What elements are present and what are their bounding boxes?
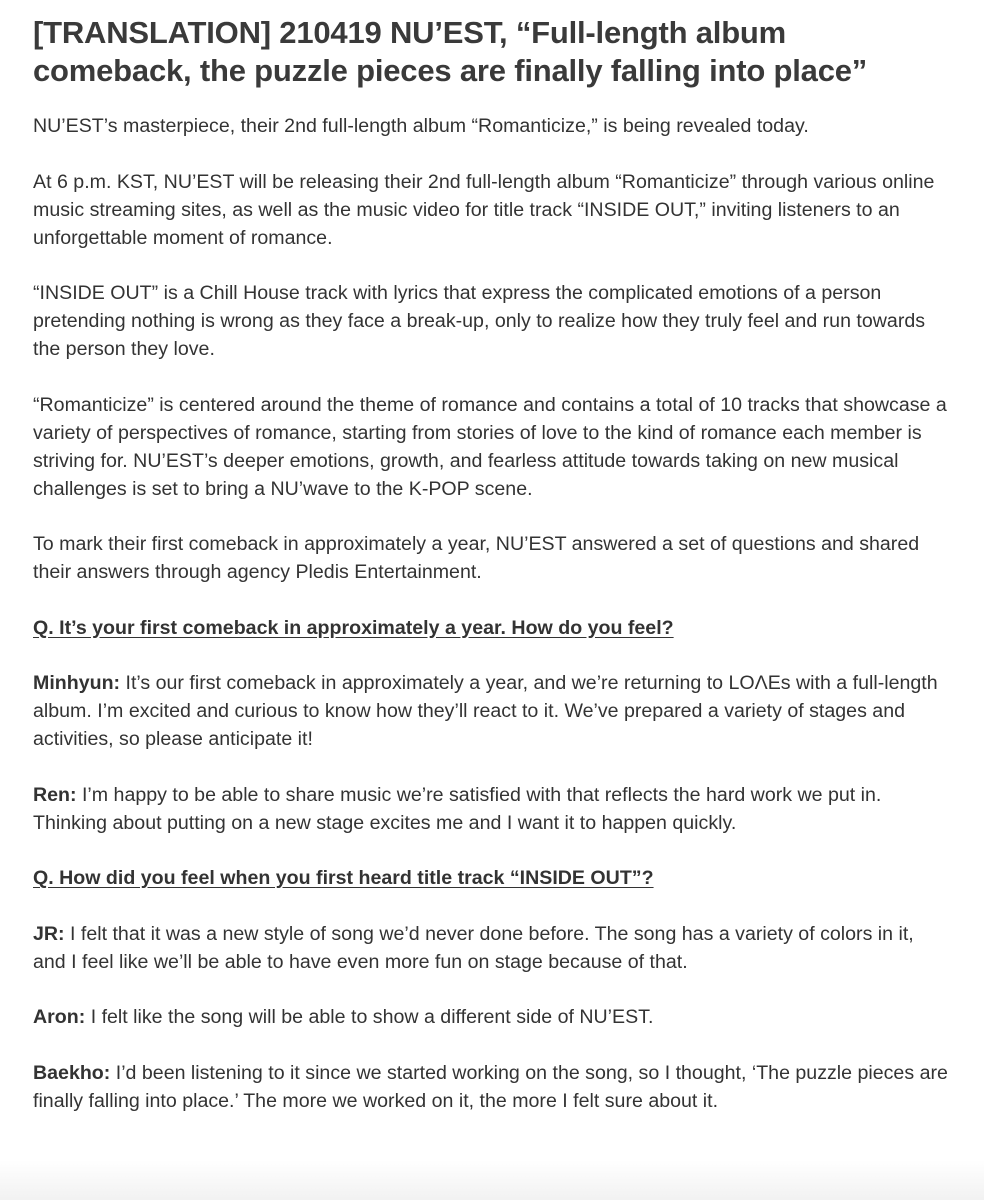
answer-paragraph (33, 781, 951, 837)
speaker-name: Ren: (33, 783, 77, 806)
question-heading: Q. It’s your first comeback in approximately a year. How do you feel? (33, 616, 674, 639)
paragraph: “Romanticize” is centered around the theme of romance and contains a total of 10 tracks that showcase a variety of perspectives of romance, starting from stories of love to the kind of romance each member is striving for. NU’EST’s deeper emotions, growth, and fearless attitude towards taking on new musical challenges is set to bring a NU’wave to the K-POP scene. (33, 393, 947, 500)
answer-paragraph (33, 920, 951, 976)
paragraph: To mark their first comeback in approximately a year, NU’EST answered a set of questions and shared their answers through agency Pledis Entertainment. (33, 533, 920, 583)
answer-text: I felt like the song will be able to show a different side of NU’EST. (85, 1006, 654, 1028)
answer-text: I’d been listening to it since we started working on the song, so I thought, ‘The puzzle pieces are finally falling into place.’ The more we worked on it, the more I felt sure about it. (33, 1061, 948, 1112)
answer-text: I’m happy to be able to share music we’re satisfied with that reflects the hard work we put in. Thinking about putting on a new stage excites me and I want it to happen quickly. (33, 783, 882, 834)
bottom-fade (0, 1160, 984, 1200)
question-heading: Q. How did you feel when you first heard title track “INSIDE OUT”? (33, 867, 654, 889)
paragraph: NU’EST’s masterpiece, their 2nd full-length album “Romanticize,” is being revealed today. (33, 115, 809, 137)
answer-text: I felt that it was a new style of song we’d never done before. The song has a variety of colors in it, and I feel like we’ll be able to have even more fun on stage because of that. (33, 922, 914, 973)
paragraph: At 6 p.m. KST, NU’EST will be releasing their 2nd full-length album “Romanticize” through various online music streaming sites, as well as the music video for title track “INSIDE OUT,” inviting listeners to an unforgettable moment of romance. (33, 170, 935, 249)
answer-text: It’s our first comeback in approximately a year, and we’re returning to LOΛEs with a full-length album. I’m excited and curious to know how they’ll react to it. We’ve prepared a variety of stages and activities, so please anticipate it! (33, 672, 938, 750)
answer-paragraph (33, 1059, 951, 1115)
article-title: [TRANSLATION] 210419 NU’EST, “Full-length album comeback, the puzzle pieces are finally falling into place” (33, 15, 868, 88)
paragraph: “INSIDE OUT” is a Chill House track with lyrics that express the complicated emotions of a person pretending nothing is wrong as they face a break-up, only to realize how they truly feel and run towards the person they love. (33, 282, 926, 360)
answer-paragraph (33, 1003, 951, 1031)
speaker-name: Aron: (33, 1006, 86, 1028)
speaker-name: JR: (33, 922, 65, 945)
answer-paragraph (33, 669, 951, 753)
speaker-name: Minhyun: (33, 672, 121, 694)
speaker-name: Baekho: (33, 1061, 111, 1084)
